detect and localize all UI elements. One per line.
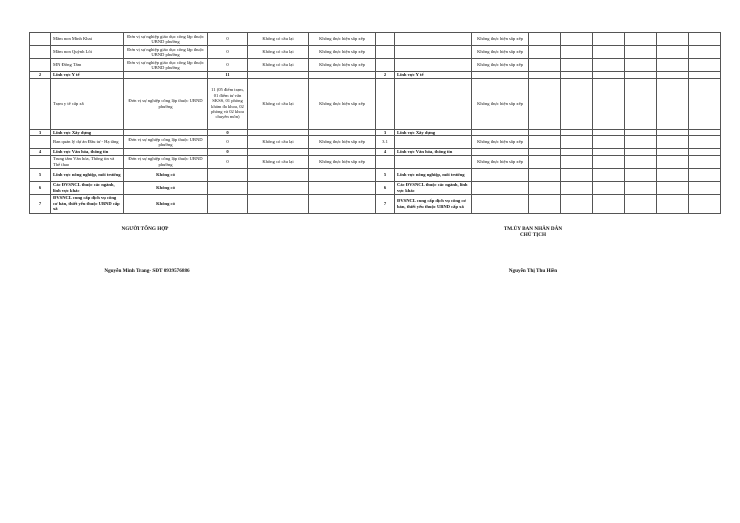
empty-cell: [529, 136, 561, 149]
cell-count: 0: [208, 149, 248, 156]
empty-cell: [593, 136, 625, 149]
cell-status: Không có cầu lại: [248, 46, 309, 59]
cell-arrangement: Không thực hiện sắp xếp: [309, 59, 376, 72]
cell-name: Mầm non Quỳnh Lôi: [51, 46, 124, 59]
empty-cell: [657, 168, 689, 181]
empty-cell: [625, 33, 657, 46]
cell-stt: [30, 136, 51, 149]
empty-cell: [689, 194, 721, 213]
empty-cell: [593, 46, 625, 59]
cell-stt: 4: [30, 149, 51, 156]
cell-stt: [30, 46, 51, 59]
empty-cell: [689, 168, 721, 181]
table-row: [30, 59, 721, 72]
empty-cell: [561, 33, 593, 46]
table-row: [30, 155, 721, 168]
empty-cell: [689, 136, 721, 149]
empty-cell: [561, 78, 593, 129]
empty-cell: [593, 33, 625, 46]
empty-cell: [689, 155, 721, 168]
cell-name: ĐVSNCL cung cấp dịch vụ công cơ bản, thiết yếu thuộc UBND cấp xã: [51, 194, 124, 213]
cell-name: Ban quản lý dự án Đầu tư - Hạ tầng: [51, 136, 124, 149]
compiler-name: Nguyễn Minh Trang- SĐT 0939576886: [104, 268, 190, 274]
cell-stt-right: 3.1: [376, 136, 395, 149]
empty-cell: [625, 59, 657, 72]
cell-stt-right: [376, 59, 395, 72]
cell-status: Không có cầu lại: [248, 33, 309, 46]
cell-result: Không thực hiện sắp xếp: [472, 136, 529, 149]
empty-cell: [689, 78, 721, 129]
section-row: [30, 194, 721, 213]
empty-cell: [561, 194, 593, 213]
cell-arrangement: [309, 194, 376, 213]
empty-cell: [625, 46, 657, 59]
cell-name: Lĩnh vực Xây dựng: [51, 129, 124, 136]
cell-name: Mầm non Minh Khai: [51, 33, 124, 46]
empty-cell: [593, 59, 625, 72]
cell-count: 0: [208, 59, 248, 72]
cell-name-right: [395, 33, 472, 46]
empty-cell: [657, 46, 689, 59]
empty-cell: [625, 181, 657, 194]
empty-cell: [689, 59, 721, 72]
cell-status: [248, 168, 309, 181]
cell-status: Không có cầu lại: [248, 59, 309, 72]
empty-cell: [561, 59, 593, 72]
cell-stt: 5: [30, 168, 51, 181]
cell-name: Lĩnh vực Văn hóa, thông tin: [51, 149, 124, 156]
cell-result: Không thực hiện sắp xếp: [472, 78, 529, 129]
cell-stt-right: 6: [376, 181, 395, 194]
cell-name-right: Lĩnh vực Y tế: [395, 72, 472, 79]
empty-cell: [593, 194, 625, 213]
empty-cell: [561, 168, 593, 181]
cell-type: Đơn vị sự nghiệp công lập thuộc UBND phường: [124, 136, 208, 149]
empty-cell: [689, 181, 721, 194]
cell-stt-right: 3: [376, 129, 395, 136]
cell-stt-right: [376, 155, 395, 168]
empty-cell: [689, 46, 721, 59]
cell-arrangement: Không thực hiện sắp xếp: [309, 78, 376, 129]
cell-count: 11: [208, 72, 248, 79]
empty-cell: [561, 136, 593, 149]
table-row: [30, 33, 721, 46]
cell-type: Đơn vị sự nghiệp giáo dục công lập thuộc UBND phường: [124, 33, 208, 46]
cell-type: Không có: [124, 181, 208, 194]
cell-result: Không thực hiện sắp xếp: [472, 155, 529, 168]
cell-name: Trung tâm Văn hóa, Thông tin và Thể thao: [51, 155, 124, 168]
empty-cell: [657, 59, 689, 72]
table-row: [30, 46, 721, 59]
table-body: [30, 33, 721, 214]
cell-name-right: ĐVSNCL cung cấp dịch vụ công cơ bản, thiết yếu thuộc UBND cấp xã: [395, 194, 472, 213]
chairman-name: Nguyễn Thị Thu Hiền: [508, 268, 558, 274]
cell-status: Không có cầu lại: [248, 78, 309, 129]
cell-arrangement: Không thực hiện sắp xếp: [309, 155, 376, 168]
cell-stt: 3: [30, 129, 51, 136]
empty-cell: [529, 78, 561, 129]
table-row: [30, 136, 721, 149]
cell-stt: [30, 59, 51, 72]
cell-stt: [30, 78, 51, 129]
empty-cell: [561, 46, 593, 59]
empty-cell: [657, 194, 689, 213]
cell-name-right: [395, 155, 472, 168]
cell-type: Đơn vị sự nghiệp giáo dục công lập thuộc UBND phường: [124, 46, 208, 59]
cell-arrangement: [309, 168, 376, 181]
cell-result: [472, 194, 529, 213]
cell-type: Đơn vị sự nghiệp công lập thuộc UBND phường: [124, 155, 208, 168]
cell-name-right: Các ĐVSNCL thuộc các ngành, lĩnh vực khác: [395, 181, 472, 194]
cell-name-right: [395, 136, 472, 149]
empty-cell: [689, 33, 721, 46]
cell-result: Không thực hiện sắp xếp: [472, 46, 529, 59]
cell-count: 0: [208, 33, 248, 46]
empty-cell: [561, 155, 593, 168]
cell-name-right: Lĩnh vực Văn hóa, thông tin: [395, 149, 472, 156]
cell-stt-right: 7: [376, 194, 395, 213]
cell-name: Trạm y tế cấp xã: [51, 78, 124, 129]
empty-cell: [657, 181, 689, 194]
cell-result: [472, 181, 529, 194]
cell-name-right: [395, 46, 472, 59]
cell-name: Lĩnh vực nông nghiệp, môi trường: [51, 168, 124, 181]
cell-status: [248, 194, 309, 213]
cell-count: 0: [208, 136, 248, 149]
cell-stt-right: [376, 33, 395, 46]
cell-stt-right: [376, 78, 395, 129]
committee-title: TM.ỦY BAN NHÂN DÂN: [503, 226, 563, 232]
cell-arrangement: [309, 181, 376, 194]
empty-cell: [625, 78, 657, 129]
empty-cell: [529, 59, 561, 72]
cell-name: MN Đống Tâm: [51, 59, 124, 72]
cell-count: 0: [208, 155, 248, 168]
cell-stt: [30, 155, 51, 168]
cell-name-right: [395, 59, 472, 72]
empty-cell: [593, 181, 625, 194]
cell-name-right: Lĩnh vực Xây dựng: [395, 129, 472, 136]
cell-count: 0: [208, 46, 248, 59]
cell-stt: 2: [30, 72, 51, 79]
summary-table: [29, 32, 721, 214]
cell-stt-right: 5: [376, 168, 395, 181]
cell-status: [248, 181, 309, 194]
empty-cell: [529, 155, 561, 168]
empty-cell: [529, 181, 561, 194]
cell-count: 0: [208, 129, 248, 136]
empty-cell: [657, 33, 689, 46]
cell-result: Không thực hiện sắp xếp: [472, 33, 529, 46]
empty-cell: [529, 168, 561, 181]
cell-stt-right: 4: [376, 149, 395, 156]
cell-status: Không có cầu lại: [248, 155, 309, 168]
section-row: [30, 181, 721, 194]
empty-cell: [625, 136, 657, 149]
empty-cell: [529, 33, 561, 46]
empty-cell: [657, 155, 689, 168]
cell-status: Không có cầu lại: [248, 136, 309, 149]
cell-stt: 7: [30, 194, 51, 213]
cell-type: Đơn vị sự nghiệp giáo dục công lập thuộc UBND phường: [124, 59, 208, 72]
cell-result: Không thực hiện sắp xếp: [472, 59, 529, 72]
cell-name-right: Lĩnh vực nông nghiệp, môi trường: [395, 168, 472, 181]
empty-cell: [625, 168, 657, 181]
chairman-title: CHỦ TỊCH: [520, 232, 546, 238]
empty-cell: [625, 155, 657, 168]
cell-stt-right: 2: [376, 72, 395, 79]
cell-arrangement: Không thực hiện sắp xếp: [309, 46, 376, 59]
cell-type: Đơn vị sự nghiệp công lập thuộc UBND phường: [124, 78, 208, 129]
cell-count: [208, 168, 248, 181]
section-row: [30, 168, 721, 181]
cell-type: Không có: [124, 194, 208, 213]
empty-cell: [529, 46, 561, 59]
cell-stt: 6: [30, 181, 51, 194]
cell-count: [208, 194, 248, 213]
cell-name-right: [395, 78, 472, 129]
empty-cell: [561, 181, 593, 194]
cell-name: Lĩnh vực Y tế: [51, 72, 124, 79]
cell-count: 11 (05 điểm trạm, 01 điểm tư vấn SKSS, 01 phòng khám đa khoa, 02 phòng và 02 khoa chuyên môn): [208, 78, 248, 129]
empty-cell: [657, 136, 689, 149]
cell-arrangement: Không thực hiện sắp xếp: [309, 136, 376, 149]
cell-count: [208, 181, 248, 194]
cell-name: Các ĐVSNCL thuộc các ngành, lĩnh vực khác: [51, 181, 124, 194]
empty-cell: [529, 194, 561, 213]
empty-cell: [593, 78, 625, 129]
cell-stt: [30, 33, 51, 46]
compiler-title: NGƯỜI TỔNG HỢP: [121, 226, 169, 232]
empty-cell: [625, 194, 657, 213]
cell-result: [472, 168, 529, 181]
empty-cell: [593, 155, 625, 168]
cell-stt-right: [376, 46, 395, 59]
cell-arrangement: Không thực hiện sắp xếp: [309, 33, 376, 46]
table-row: [30, 78, 721, 129]
empty-cell: [657, 78, 689, 129]
cell-type: Không có: [124, 168, 208, 181]
empty-cell: [593, 168, 625, 181]
